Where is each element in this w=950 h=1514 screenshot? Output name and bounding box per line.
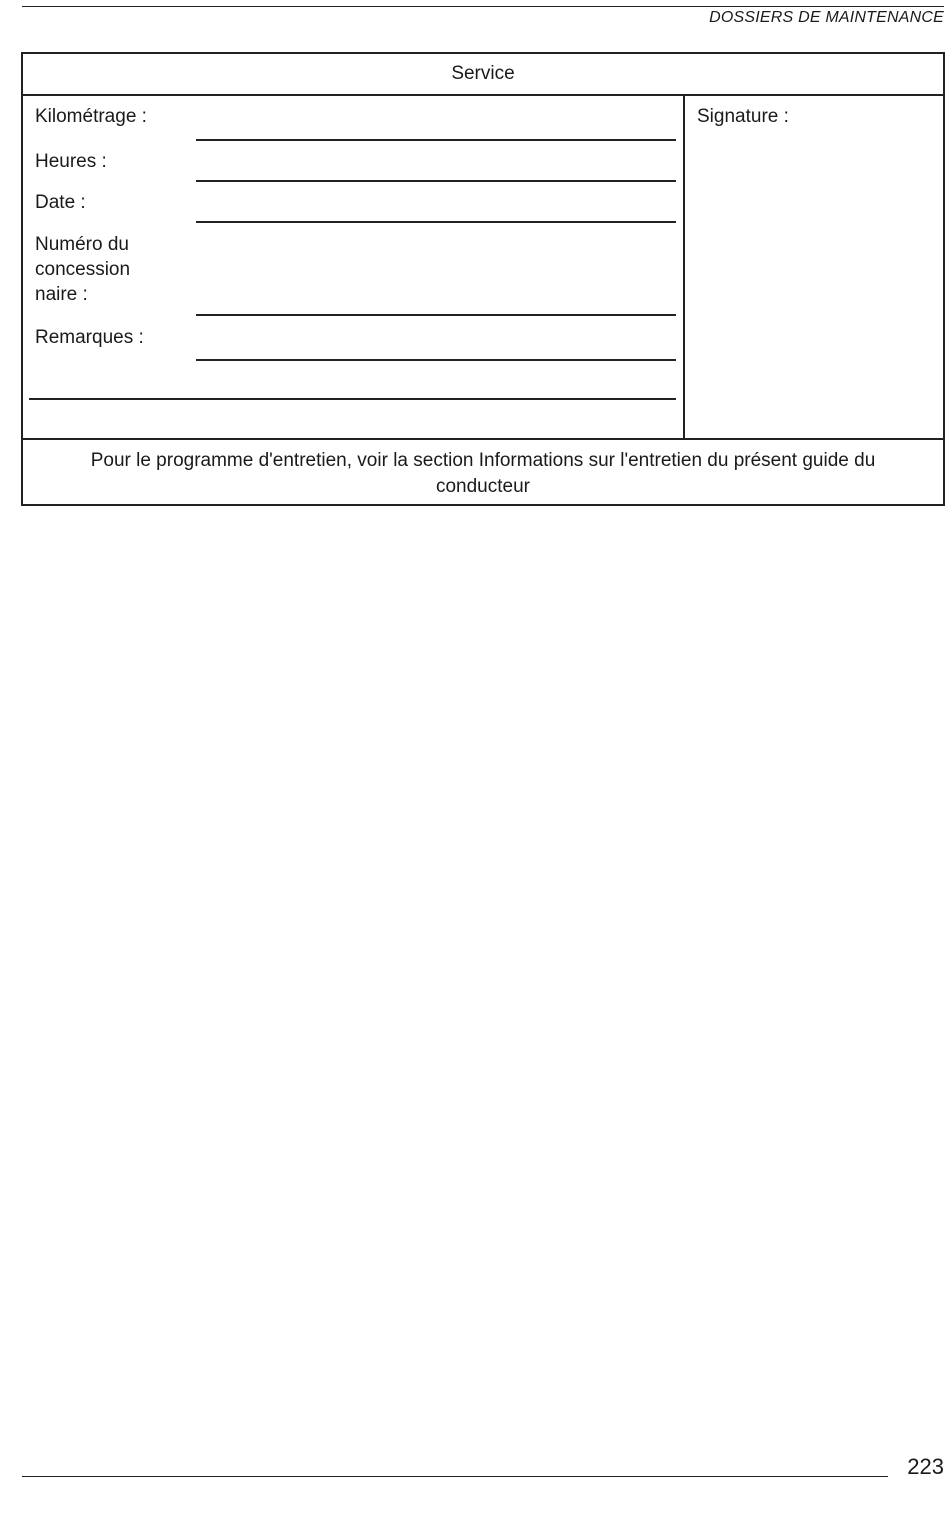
header-rule — [22, 6, 944, 7]
date-field-line[interactable] — [196, 221, 676, 223]
section-header: DOSSIERS DE MAINTENANCE — [709, 9, 944, 26]
remarks-extra-line[interactable] — [29, 398, 676, 400]
note-divider — [23, 438, 943, 440]
column-divider — [683, 96, 685, 438]
signature-label: Signature : — [697, 106, 789, 127]
form-title: Service — [23, 54, 943, 96]
page-number: 223 — [907, 1454, 944, 1479]
service-record-form — [21, 52, 945, 506]
hours-label: Heures : — [35, 151, 107, 172]
hours-field-line[interactable] — [196, 180, 676, 182]
mileage-label: Kilométrage : — [35, 106, 147, 127]
dealer-number-label: Numéro du concession naire : — [35, 234, 131, 305]
remarks-label: Remarques : — [35, 327, 144, 348]
dealer-number-field-line[interactable] — [196, 314, 676, 316]
date-label: Date : — [35, 192, 86, 213]
footer-rule — [22, 1476, 888, 1477]
maintenance-note: Pour le programme d'entretien, voir la section Informations sur l'entretien du présent guide du conducteur — [90, 450, 876, 497]
remarks-field-line[interactable] — [196, 359, 676, 361]
mileage-field-line[interactable] — [196, 139, 676, 141]
